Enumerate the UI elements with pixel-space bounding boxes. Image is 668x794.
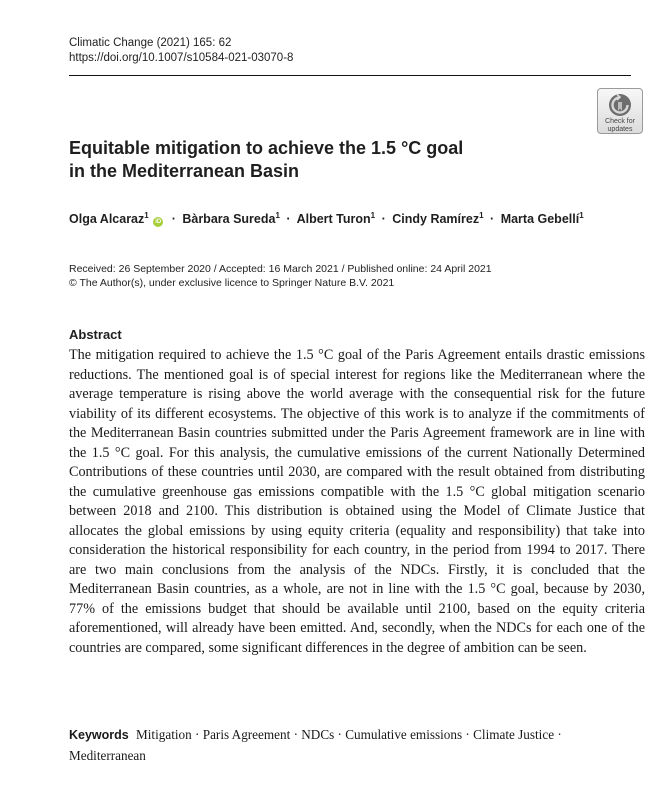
keyword-separator: · (290, 727, 302, 742)
author-name[interactable]: Olga Alcaraz (69, 212, 145, 226)
author-affiliation: 1 (275, 211, 280, 220)
author-separator: · (286, 212, 291, 226)
author-separator: · (171, 212, 176, 226)
author-affiliation: 1 (479, 211, 484, 220)
author-list (69, 211, 584, 227)
keyword: Mitigation (136, 727, 192, 742)
keyword: Climate Justice (473, 727, 555, 742)
author-separator: · (381, 212, 386, 226)
keyword-separator: · (191, 727, 203, 742)
keyword: Paris Agreement (202, 727, 291, 742)
title-line2: in the Mediterranean Basin (69, 161, 300, 181)
keyword-separator: · (554, 727, 562, 742)
publication-dates (69, 262, 492, 290)
keywords-label: Keywords (69, 728, 129, 742)
author-separator: · (490, 212, 495, 226)
article-title (69, 137, 589, 183)
dates-line: Received: 26 September 2020 / Accepted: 16 March 2021 / Published online: 24 April 2021 (69, 263, 492, 275)
keyword-separator: · (334, 727, 346, 742)
badge-line1: Check for (605, 118, 635, 125)
header-rule (69, 75, 631, 76)
author-affiliation: 1 (144, 211, 149, 220)
author-name[interactable]: Albert Turon (296, 212, 371, 226)
author-name[interactable]: Marta Gebellí (500, 212, 580, 226)
badge-line2: updates (607, 126, 633, 133)
author-affiliation: 1 (579, 211, 584, 220)
journal-header (69, 36, 293, 66)
abstract-text: The mitigation required to achieve the 1.5 °C goal of the Paris Agreement entails drastic emissions reductions. The mentioned goal is of special interest for regions like the Mediterranean where the average temperature is rising above the world average with the consequential risk for the future viability of its different ecosystems. The objective of this work is to analyze if the commitments of the Mediterranean Basin countries submitted under the Paris Agreement framework are in line with the 1.5 °C goal. For this analysis, the cumulative emissions of the current Nationally Determined Contributions of these countries until 2030, are compared with the result obtained from distributing the cumulative greenhouse gas emissions compatible with the 1.5 °C global mitigation scenario between 2018 and 2100. This distribution is obtained using the Model of Climate Justice that allocates the global emissions by using equity criteria (equality and responsibility) that take into consideration the historical responsibility for each country, in the period from 1994 to 2017. There are two main conclusions from the analysis of the NDCs. Firstly, it is concluded that the Mediterranean Basin countries, as a whole, are not in line with the 1.5 °C goal, because by 2030, 77% of the emissions budget that should be available until 2100, based on the equity criteria aforementioned, will already have been emitted. And, secondly, when the NDCs for each one of the countries are compared, some significant differences in the degree of ambition can be seen. (69, 347, 645, 656)
keyword: Mediterranean (69, 747, 146, 763)
abstract-heading: Abstract (69, 327, 122, 342)
orcid-icon[interactable]: iD (155, 219, 162, 225)
copyright-line: © The Author(s), under exclusive licence to Springer Nature B.V. 2021 (69, 277, 395, 289)
check-for-updates-badge[interactable] (597, 88, 643, 134)
author-name[interactable]: Bàrbara Sureda (182, 212, 276, 226)
keyword: Cumulative emissions (345, 727, 463, 742)
keyword: NDCs (301, 727, 335, 742)
author-affiliation: 1 (370, 211, 376, 220)
keyword-separator: · (462, 727, 474, 742)
doi-link[interactable]: https://doi.org/10.1007/s10584-021-03070-8 (69, 52, 294, 64)
journal-citation: Climatic Change (2021) 165: 62 (69, 37, 232, 49)
keywords (69, 725, 629, 765)
check-for-updates-icon (608, 93, 632, 117)
author-name[interactable]: Cindy Ramírez (392, 212, 480, 226)
title-line1: Equitable mitigation to achieve the 1.5 °C goal (69, 138, 464, 158)
